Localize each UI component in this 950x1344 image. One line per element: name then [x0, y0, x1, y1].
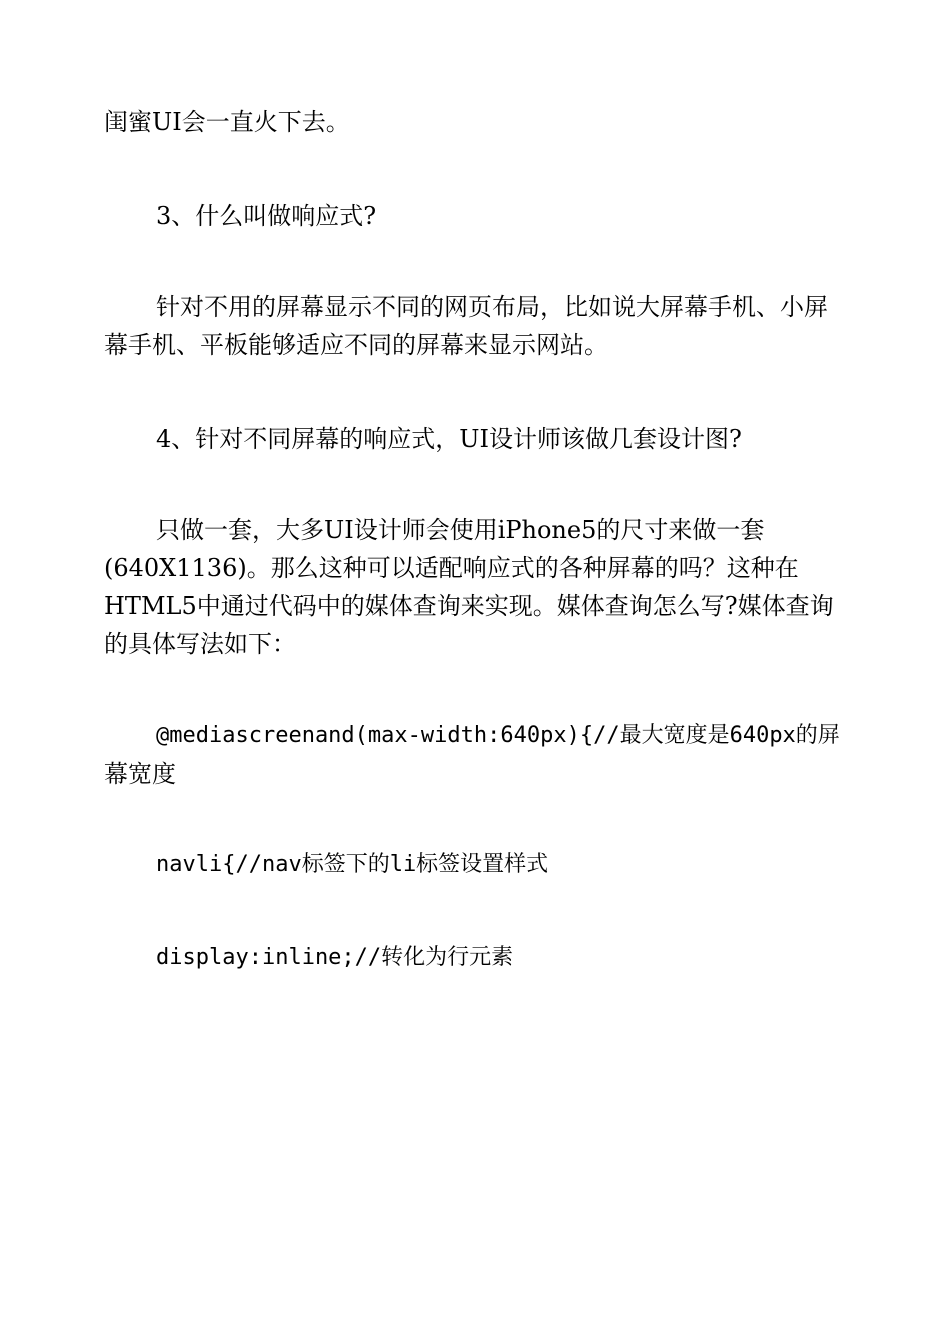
section-heading-3: 3、什么叫做响应式? — [156, 202, 377, 230]
paragraph-line: 的具体写法如下： — [104, 630, 296, 658]
paragraph-line: 针对不用的屏幕显示不同的网页布局，比如说大屏幕手机、小屏 — [156, 293, 828, 321]
paragraph-line: (640X1136)。那么这种可以适配响应式的各种屏幕的吗？这种在 — [104, 554, 799, 582]
paragraph-line: 闺蜜UI会一直火下去。 — [104, 108, 350, 136]
code-line: navli{//nav标签下的li标签设置样式 — [156, 852, 549, 877]
paragraph-line: 幕宽度 — [104, 760, 176, 788]
paragraph-line: HTML5中通过代码中的媒体查询来实现。媒体查询怎么写?媒体查询 — [104, 592, 834, 620]
paragraph-line: 幕手机、平板能够适应不同的屏幕来显示网站。 — [104, 331, 608, 359]
code-line: @mediascreenand(max-width:640px){//最大宽度是640px的屏 — [156, 723, 840, 748]
section-heading-4: 4、针对不同屏幕的响应式，UI设计师该做几套设计图? — [156, 425, 742, 453]
paragraph-line: 只做一套，大多UI设计师会使用iPhone5的尺寸来做一套 — [156, 516, 765, 544]
code-line: display:inline;//转化为行元素 — [156, 945, 514, 970]
